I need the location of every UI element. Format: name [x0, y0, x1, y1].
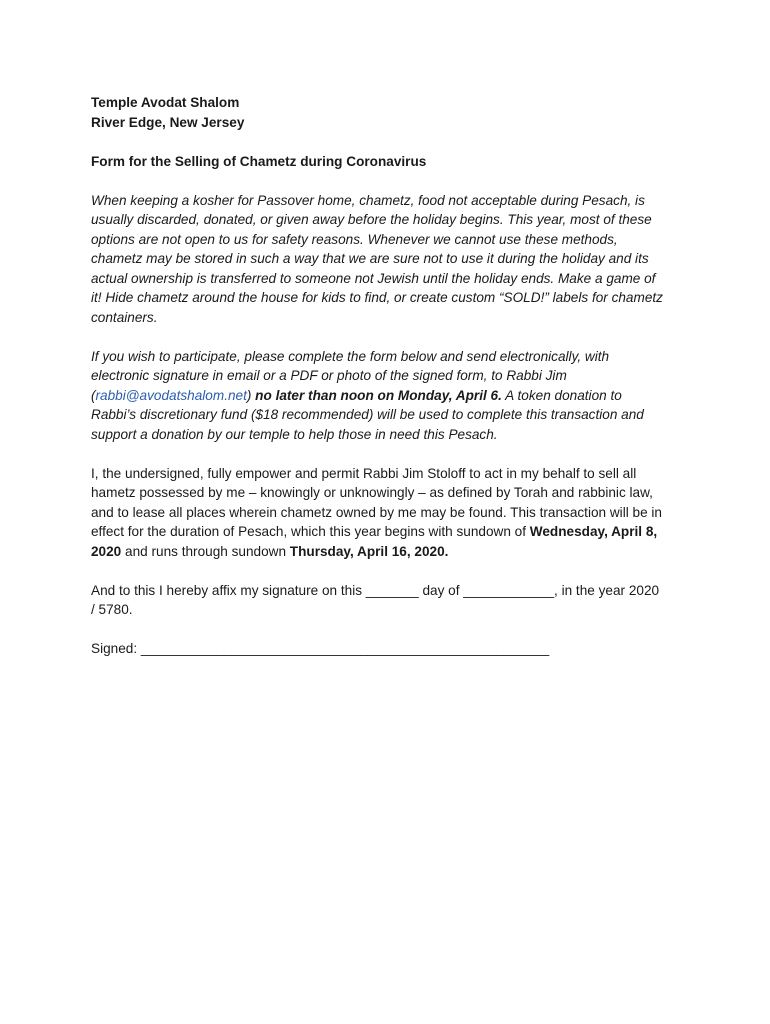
- intro-line: usually discarded, donated, or given away before the holiday begins. This year, most of these: [91, 212, 652, 227]
- intro-line: actual ownership is transferred to someone not Jewish until the holiday ends. Make a game of: [91, 270, 656, 286]
- signature-line[interactable]: Signed: ______________________________________________________: [91, 641, 550, 656]
- form-title: Form for the Selling of Chametz during Coronavirus: [91, 153, 427, 169]
- declaration-paragraph: [91, 464, 691, 562]
- instructions-line: support a donation by our temple to help those in need this Pesach.: [91, 426, 498, 442]
- intro-paragraph: [91, 191, 691, 328]
- intro-line: it! Hide chametz around the house for kids to find, or create custom “SOLD!” labels for chametz: [91, 290, 663, 305]
- start-year: 2020: [91, 543, 122, 559]
- end-date: Thursday, April 16, 2020.: [289, 543, 449, 559]
- declaration-line: and to lease all places wherein chametz owned by me may be found. This transaction will be in: [91, 504, 662, 520]
- start-date: Wednesday, April 8,: [529, 524, 658, 539]
- declaration-line: [91, 542, 691, 562]
- instructions-line: [91, 386, 691, 406]
- email-link[interactable]: rabbi@avodatshalom.net: [95, 387, 247, 403]
- intro-line: chametz may be stored in such a way that we are sure not to use it during the holiday and its: [91, 251, 649, 266]
- intro-line: options are not open to us for safety reasons. Whenever we cannot use these methods,: [91, 231, 618, 247]
- declaration-text: and runs through sundown: [121, 543, 290, 559]
- paren-close: ): [246, 387, 252, 403]
- instructions-line: If you wish to participate, please complete the form below and send electronically, with: [91, 348, 610, 364]
- intro-line: When keeping a kosher for Passover home, chametz, food not acceptable during Pesach, is: [91, 192, 645, 208]
- instructions-line: Rabbi’s discretionary fund ($18 recommended) will be used to complete this transaction and: [91, 407, 644, 422]
- document-page: [91, 93, 691, 659]
- donation-text: A token donation to: [501, 387, 622, 403]
- declaration-line: [91, 522, 691, 542]
- intro-line: containers.: [91, 309, 158, 325]
- declaration-line: I, the undersigned, fully empower and permit Rabbi Jim Stoloff to act in my behalf to sell all: [91, 465, 637, 481]
- declaration-line: hametz possessed by me – knowingly or unknowingly – as defined by Torah and rabbinic law,: [91, 485, 653, 500]
- instructions-paragraph: [91, 347, 691, 445]
- paren-open: (: [91, 387, 96, 403]
- affix-paragraph: [91, 581, 691, 620]
- affix-line: And to this I hereby affix my signature on this _______ day of ____________, in the year 2020: [91, 582, 660, 598]
- affix-line: / 5780.: [91, 602, 133, 617]
- deadline-text: no later than noon on Monday, April 6.: [251, 387, 502, 403]
- declaration-text: effect for the duration of Pesach, which this year begins with sundown of: [91, 524, 530, 539]
- instructions-line: electronic signature in email or a PDF or photo of the signed form, to Rabbi Jim: [91, 368, 567, 383]
- org-name: Temple Avodat Shalom: [91, 95, 240, 110]
- org-location: River Edge, New Jersey: [91, 114, 245, 130]
